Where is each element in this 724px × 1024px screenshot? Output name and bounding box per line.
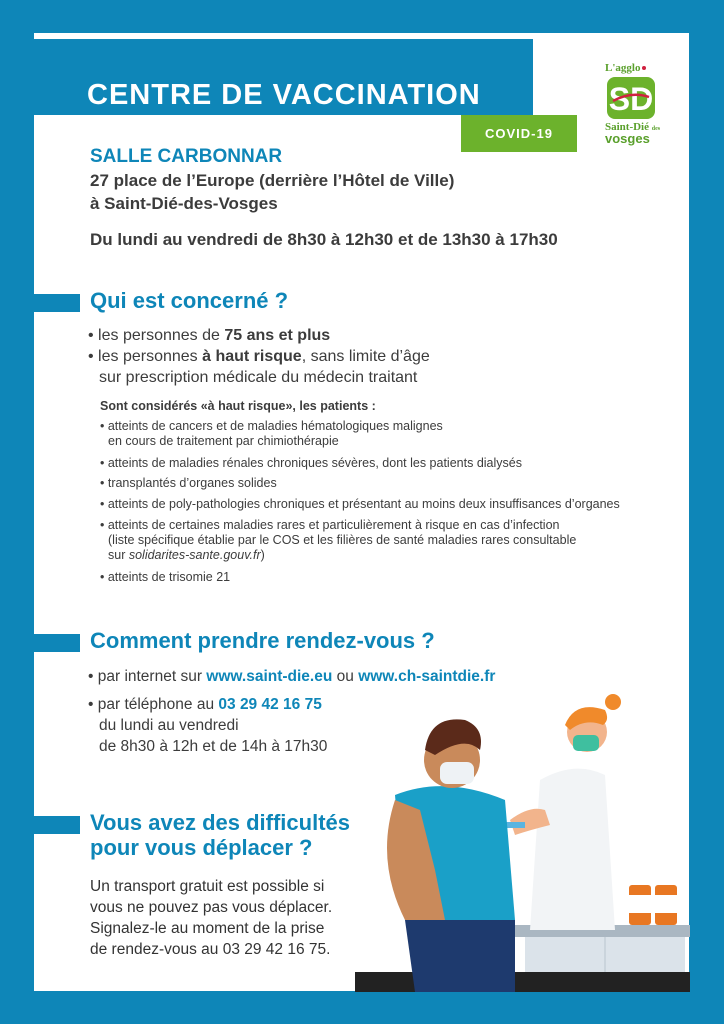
address-line2: à Saint-Dié-des-Vosges xyxy=(90,194,278,213)
transport-line-2: vous ne pouvez pas vous déplacer. xyxy=(90,899,333,916)
section-title-appointment: Comment prendre rendez-vous ? xyxy=(90,628,435,653)
risk-item-5a: • atteints de certaines maladies rares et particulièrement à risque en cas d’infection xyxy=(100,518,560,532)
transport-line-1: Un transport gratuit est possible si xyxy=(90,878,325,895)
risk-item-5b: (liste spécifique établie par le COS et les filières de santé maladies rares consultable xyxy=(108,533,577,547)
phone-text: • par téléphone au xyxy=(88,696,219,713)
bullet-phone xyxy=(88,694,322,715)
risk-item-3: • transplantés d’organes solides xyxy=(100,476,277,490)
risk-item-5c-pre: sur xyxy=(108,548,129,562)
bullet-risk-bold: à haut risque xyxy=(202,348,302,365)
section-marker xyxy=(33,816,80,834)
address-line1: 27 place de l’Europe (derrière l’Hôtel de Ville) xyxy=(90,171,455,190)
location-name: SALLE CARBONNAR xyxy=(90,146,283,167)
sd-logo-mark xyxy=(607,77,655,119)
transport-text xyxy=(90,876,332,960)
transport-line-3: Signalez-le au moment de la prise xyxy=(90,920,325,937)
logo-line3: Saint-Dié xyxy=(605,121,649,133)
phone-number[interactable]: 03 29 42 16 75 xyxy=(218,696,322,713)
phone-hours: de 8h30 à 12h et de 14h à 17h30 xyxy=(99,738,328,755)
risk-item-1b: en cours de traitement par chimiothérapie xyxy=(108,434,339,448)
agglo-logo xyxy=(605,62,665,145)
bullet-risk-text: • les personnes xyxy=(88,348,203,365)
risk-item-4: • atteints de poly-pathologies chroniques et présentant au moins deux insuffisances d’organes xyxy=(100,497,620,511)
phone-days: du lundi au vendredi xyxy=(99,717,239,734)
logo-mark-text: SD xyxy=(608,81,654,117)
logo-dot xyxy=(642,66,646,70)
internet-mid: ou xyxy=(332,668,359,685)
risk-item-2: • atteints de maladies rénales chroniques sévères, dont les patients dialysés xyxy=(100,456,522,470)
risk-item-1a: • atteints de cancers et de maladies hématologiques malignes xyxy=(100,419,443,433)
logo-line4: vosges xyxy=(605,131,650,146)
section-title-transport-2: pour vous déplacer ? xyxy=(90,835,313,860)
risk-item-6: • atteints de trisomie 21 xyxy=(100,570,231,584)
bullet-risk-post: , sans limite d’âge xyxy=(301,348,430,365)
page-title: CENTRE DE VACCINATION xyxy=(87,79,481,111)
risk-item-5c-post: ) xyxy=(260,548,265,562)
ch-saintdie-link[interactable]: www.ch-saintdie.fr xyxy=(358,668,496,685)
vaccination-illustration xyxy=(355,680,690,992)
risk-heading: Sont considérés «à haut risque», les patients : xyxy=(100,399,376,413)
internet-text: • par internet sur xyxy=(88,668,207,685)
opening-hours: Du lundi au vendredi de 8h30 à 12h30 et de 13h30 à 17h30 xyxy=(90,230,558,249)
bullet-age xyxy=(88,325,330,346)
location-block xyxy=(90,146,454,214)
bullet-age-bold: 75 ans et plus xyxy=(224,327,331,344)
transport-line-4: de rendez-vous au 03 29 42 16 75. xyxy=(90,941,331,958)
bullet-risk-line2: sur prescription médicale du médecin traitant xyxy=(99,369,418,386)
section-title-concerned: Qui est concerné ? xyxy=(90,288,289,313)
covid-badge: COVID-19 xyxy=(461,115,577,152)
bullet-risk xyxy=(88,346,430,367)
logo-line3-suffix: des xyxy=(651,126,661,132)
section-title-transport-1: Vous avez des difficultés xyxy=(90,810,351,835)
bullet-age-text: • les personnes de xyxy=(88,327,225,344)
saint-die-link[interactable]: www.saint-die.eu xyxy=(206,668,333,685)
section-marker xyxy=(33,634,80,652)
logo-line1: L'agglo xyxy=(605,62,641,74)
section-marker xyxy=(33,294,80,312)
sante-link[interactable]: solidarites-sante.gouv.fr xyxy=(128,548,261,562)
risk-item-5c xyxy=(108,548,265,563)
